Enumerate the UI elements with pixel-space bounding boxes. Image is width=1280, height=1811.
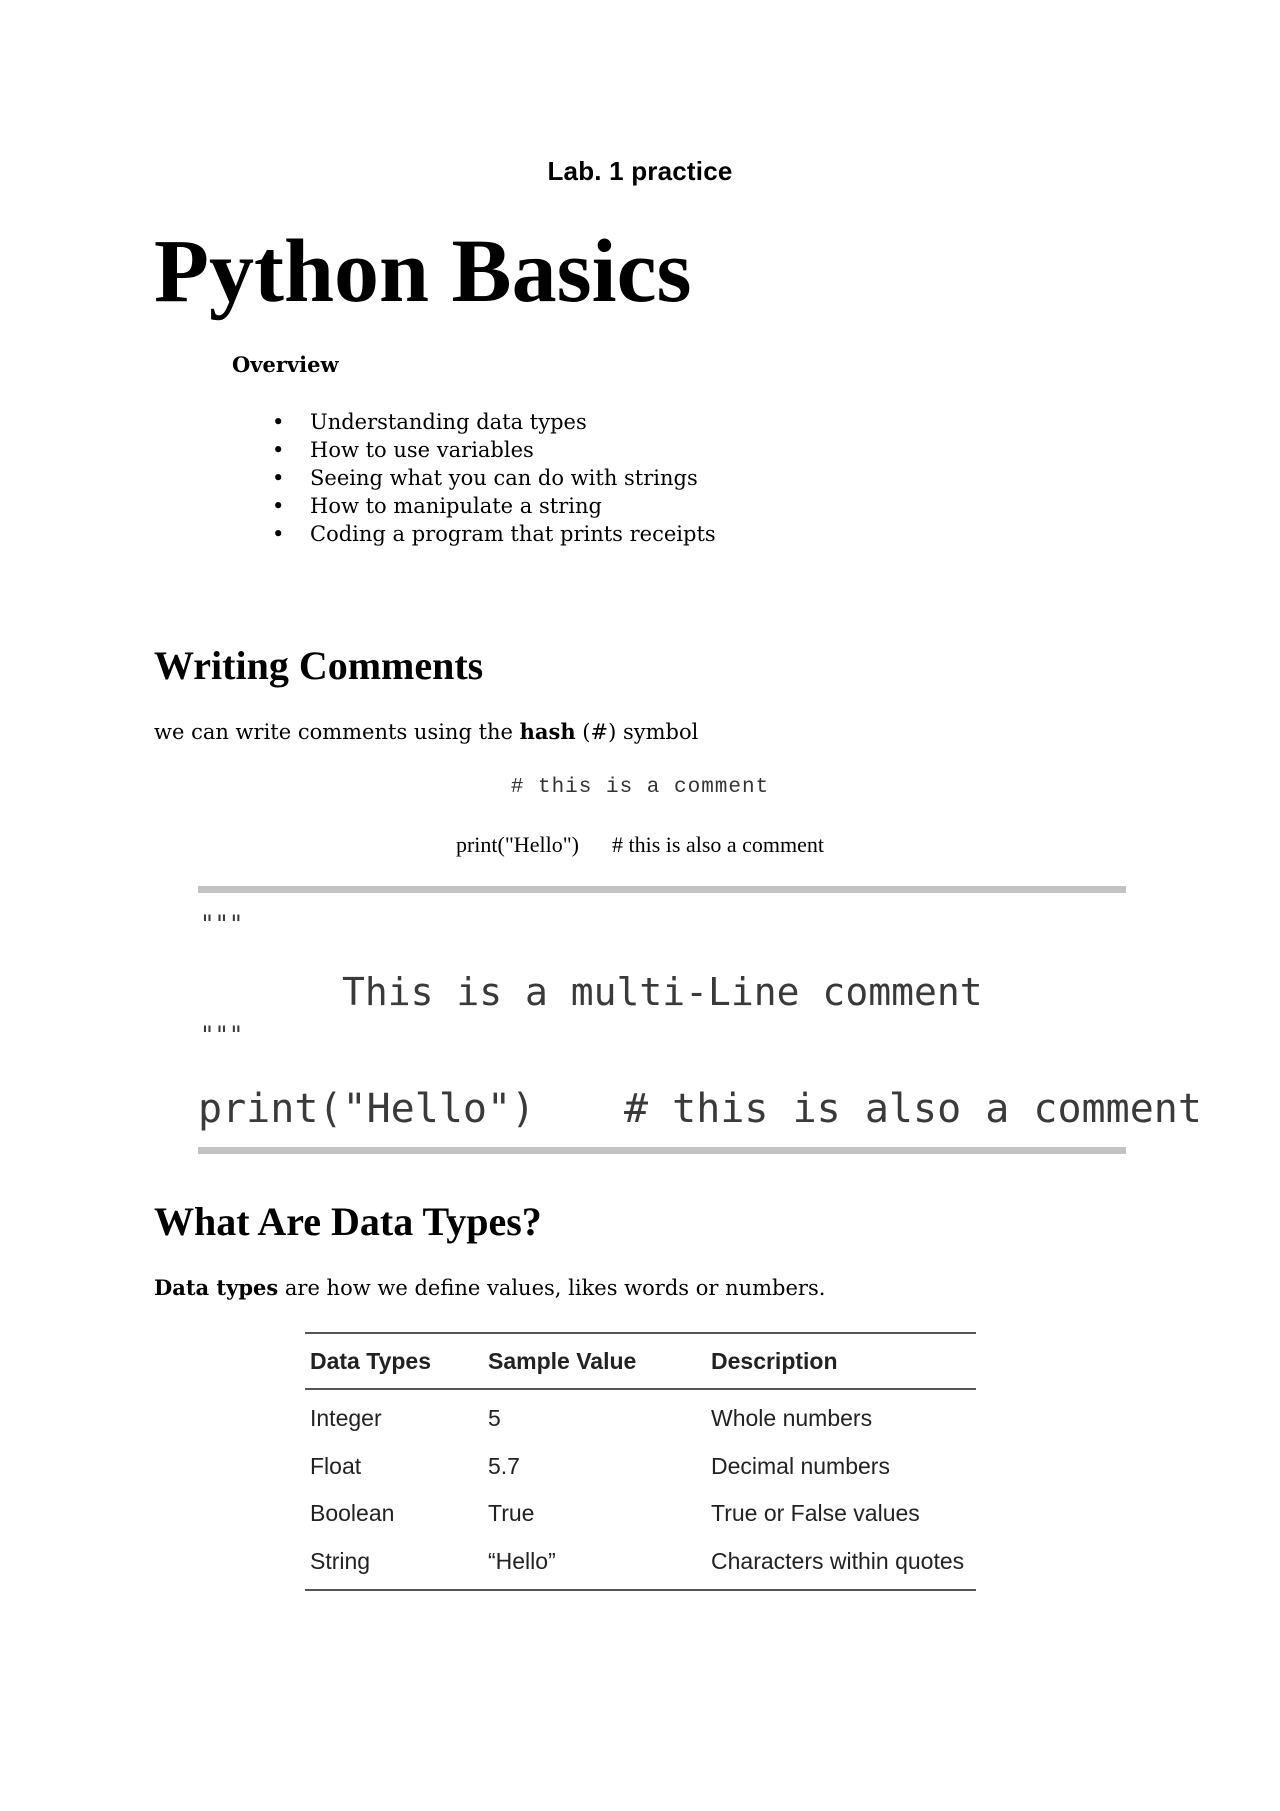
comments-intro (154, 718, 698, 746)
code-screenshot-box (198, 886, 1202, 1156)
bullet-icon: • (272, 522, 285, 546)
list-item-text: Coding a program that prints receipts (310, 522, 716, 546)
section-heading-comments: Writing Comments (154, 643, 484, 688)
table-header-sample-value: Sample Value (488, 1348, 637, 1374)
list-item (270, 492, 716, 520)
code-print-stmt: print("Hello") (455, 832, 579, 857)
table-header-data-types: Data Types (310, 1348, 432, 1374)
list-item (270, 436, 716, 464)
code-print-example (0, 832, 1280, 858)
bullet-icon: • (272, 494, 285, 518)
data-types-intro-rest: are how we define values, likes words or numbers. (278, 1276, 826, 1300)
list-item (270, 408, 716, 436)
divider (198, 886, 1126, 893)
comments-intro-prefix: we can write comments using the (154, 720, 520, 744)
table-cell: Decimal numbers (711, 1453, 890, 1479)
table-rule-bottom (305, 1589, 976, 1591)
bullet-icon: • (272, 466, 285, 490)
table-cell: Characters within quotes (711, 1548, 965, 1574)
table-cell: Whole numbers (711, 1405, 873, 1431)
list-item (270, 464, 716, 492)
code-print-comment: # this is also a comment (612, 832, 825, 857)
table-cell: True or False values (711, 1500, 920, 1526)
bullet-icon: • (272, 438, 285, 462)
list-item (270, 520, 716, 548)
docstring-open-quotes: """ (200, 910, 244, 938)
table-rule-header (305, 1388, 976, 1390)
list-item-text: How to manipulate a string (310, 494, 602, 518)
table-cell: String (310, 1548, 371, 1574)
overview-label: Overview (232, 352, 339, 377)
table-cell: 5.7 (488, 1453, 520, 1479)
comments-intro-suffix: (#) symbol (575, 720, 699, 744)
overview-list (270, 408, 716, 548)
table-cell: Float (310, 1453, 362, 1479)
box-print-comment: # this is also a comment (624, 1086, 1202, 1132)
bullet-icon: • (272, 410, 285, 434)
data-types-intro (154, 1274, 825, 1302)
table-cell: Boolean (310, 1500, 395, 1526)
page-title: Python Basics (154, 222, 692, 321)
table-cell: True (488, 1500, 535, 1526)
table-cell: Integer (310, 1405, 382, 1431)
divider (198, 1147, 1126, 1154)
data-types-table (305, 1332, 976, 1592)
code-comment-example: # this is a comment (510, 776, 770, 799)
list-item-text: Understanding data types (310, 410, 587, 434)
docstring-close-quotes: """ (200, 1021, 244, 1049)
table-rule-top (305, 1332, 976, 1334)
list-item-text: How to use variables (310, 438, 534, 462)
list-item-text: Seeing what you can do with strings (310, 466, 698, 490)
comments-intro-bold: hash (519, 719, 576, 744)
multiline-comment-text: This is a multi-Line comment (342, 970, 983, 1014)
table-cell: “Hello” (488, 1548, 556, 1574)
table-header-description: Description (711, 1348, 838, 1374)
data-types-intro-bold: Data types (154, 1275, 279, 1300)
box-print-stmt: print("Hello") (198, 1086, 536, 1132)
table-cell: 5 (488, 1405, 501, 1431)
section-heading-data-types: What Are Data Types? (154, 1199, 542, 1244)
lab-title: Lab. 1 practice (547, 156, 733, 186)
